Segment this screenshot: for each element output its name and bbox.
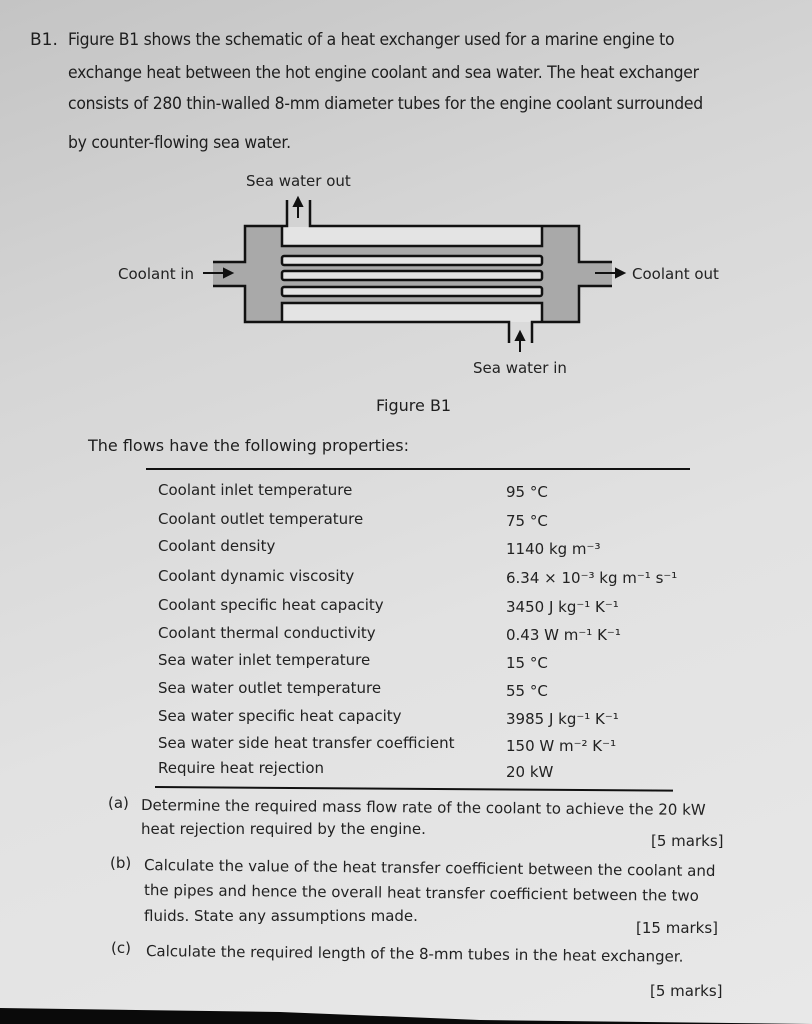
part-label: (c) [111, 939, 131, 957]
prop-name: Require heat rejection [158, 759, 325, 777]
tube-3 [282, 287, 542, 296]
intro-line-4: by counter-flowing sea water. [68, 133, 291, 153]
intro-line-1: Figure B1 shows the schematic of a heat exchanger used for a marine engine to [68, 30, 675, 50]
properties-intro: The flows have the following properties: [88, 436, 409, 455]
prop-name: Coolant density [158, 537, 276, 555]
sea-water-in-label: Sea water in [473, 359, 567, 377]
heat-exchanger-diagram [0, 0, 812, 420]
prop-name: Sea water specific heat capacity [158, 707, 402, 725]
part-text-line: Determine the required mass flow rate of the coolant to achieve the 20 kW [140, 796, 706, 819]
prop-name: Sea water inlet temperature [158, 651, 371, 669]
part-text-line: the pipes and hence the overall heat transfer coefficient between the two [143, 881, 699, 905]
tube-2 [282, 271, 542, 280]
table-top-rule [146, 468, 690, 470]
prop-value: 75 °C [506, 512, 548, 530]
table-bottom-rule [155, 786, 673, 792]
prop-name: Coolant outlet temperature [158, 510, 364, 528]
part-text-line: Calculate the required length of the 8-mm tubes in the heat exchanger. [145, 942, 684, 966]
question-number: B1. [30, 30, 58, 50]
left-header [245, 226, 282, 322]
marks: [5 marks] [650, 982, 723, 1000]
prop-value: 150 W m⁻² K⁻¹ [506, 737, 617, 755]
part-text-line: heat rejection required by the engine. [141, 820, 426, 838]
intro-line-2: exchange heat between the hot engine coolant and sea water. The heat exchanger [68, 63, 699, 83]
intro-line-3: consists of 280 thin-walled 8-mm diameter tubes for the engine coolant surrounded [68, 94, 703, 114]
prop-name: Sea water side heat transfer coefficient [158, 734, 455, 752]
prop-value: 55 °C [506, 682, 548, 700]
prop-name: Coolant dynamic viscosity [158, 567, 355, 585]
part-text-line: Calculate the value of the heat transfer coefficient between the coolant and [143, 856, 716, 880]
prop-name: Sea water outlet temperature [158, 679, 382, 697]
coolant-out-label: Coolant out [632, 265, 719, 283]
coolant-in-label: Coolant in [118, 265, 195, 283]
prop-value: 1140 kg m⁻³ [506, 540, 601, 558]
prop-value: 0.43 W m⁻¹ K⁻¹ [506, 626, 621, 644]
prop-name: Coolant thermal conductivity [158, 624, 376, 642]
tube-1 [282, 256, 542, 265]
prop-value: 3450 J kg⁻¹ K⁻¹ [506, 598, 619, 616]
heat-exchanger-schematic [213, 200, 612, 343]
part-label: (b) [110, 854, 132, 872]
part-text-line: fluids. State any assumptions made. [144, 907, 418, 925]
marks: [5 marks] [651, 832, 724, 850]
part-label: (a) [108, 794, 129, 812]
prop-value: 20 kW [506, 763, 554, 781]
sea-water-out-arrow-icon [294, 198, 302, 206]
prop-name: Coolant inlet temperature [158, 481, 353, 499]
coolant-out-arrow-icon [616, 269, 624, 277]
right-header [542, 225, 579, 322]
sea-water-out-label: Sea water out [246, 172, 351, 190]
prop-value: 3985 J kg⁻¹ K⁻¹ [506, 710, 619, 728]
figure-caption: Figure B1 [376, 396, 452, 415]
prop-value: 15 °C [506, 654, 548, 672]
screen-bezel-edge [0, 1000, 812, 1024]
prop-value: 95 °C [506, 483, 548, 501]
sea-water-in-arrow-icon [516, 332, 524, 340]
prop-value: 6.34 × 10⁻³ kg m⁻¹ s⁻¹ [506, 569, 678, 587]
prop-name: Coolant specific heat capacity [158, 596, 384, 614]
marks: [15 marks] [636, 919, 719, 937]
